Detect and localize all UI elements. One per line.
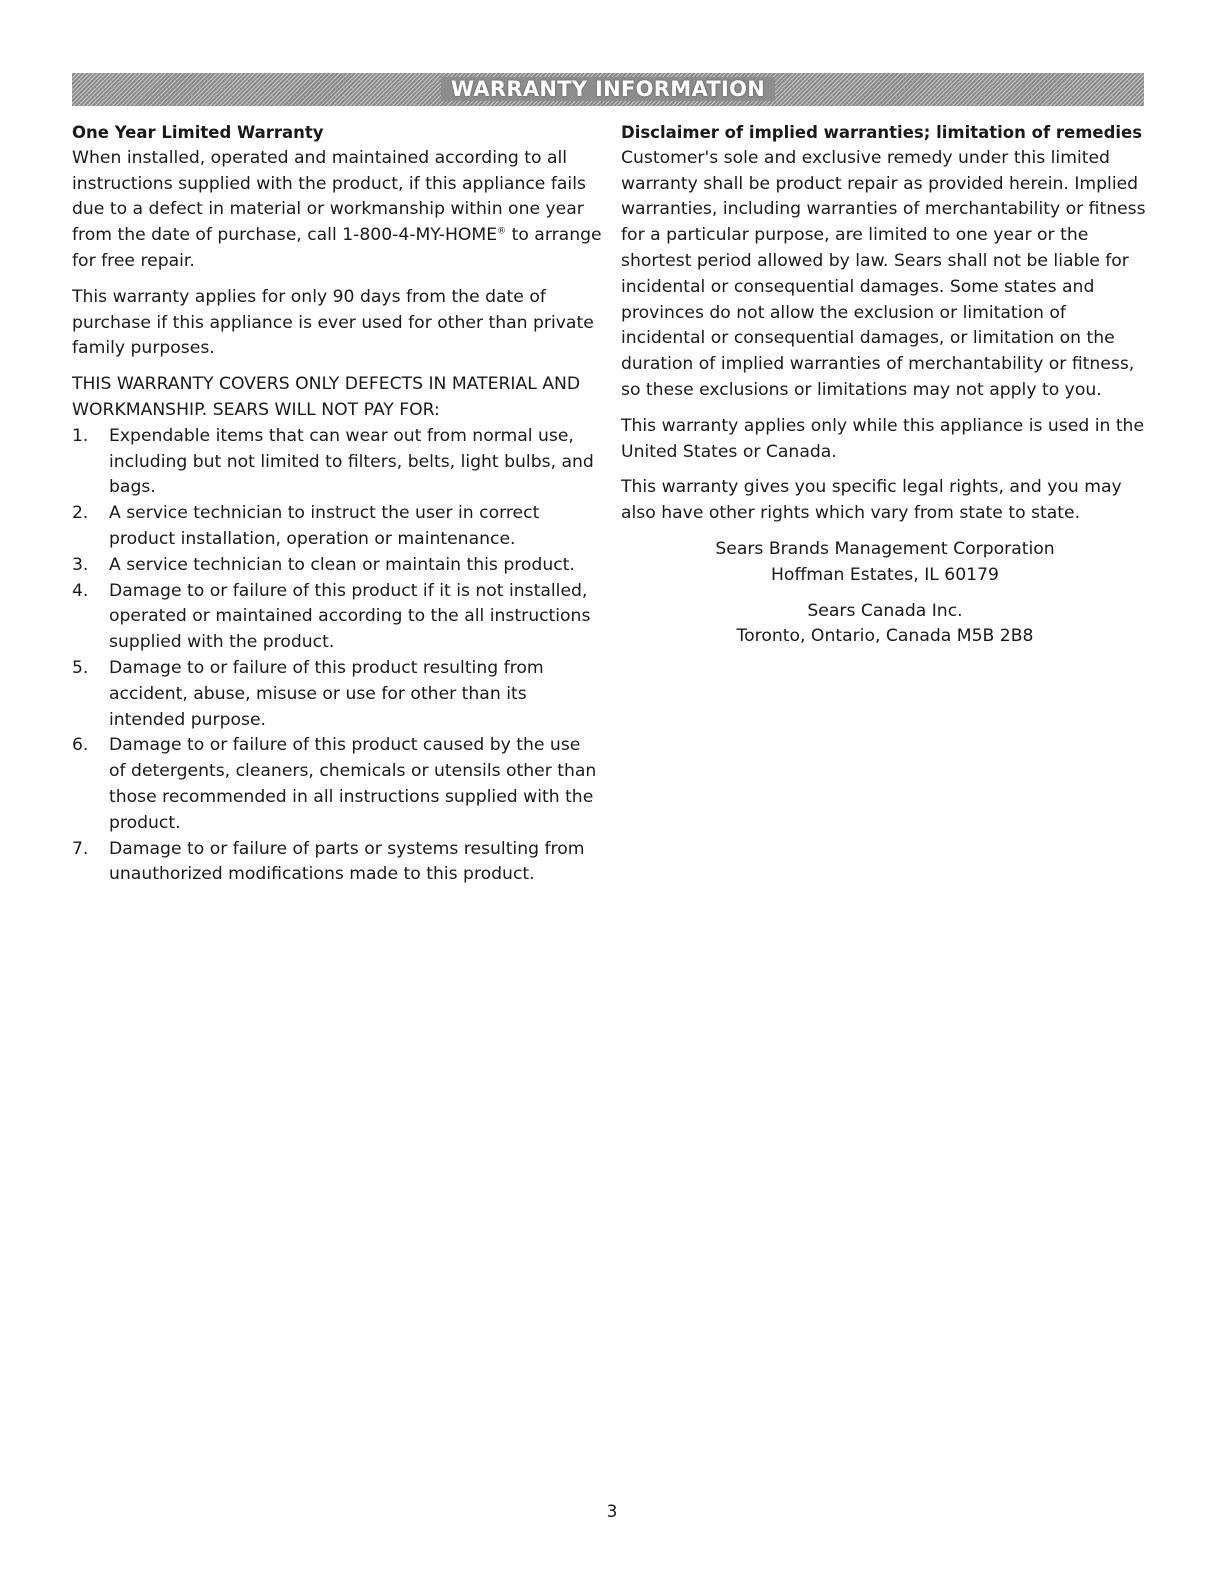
address-line: Sears Canada Inc.	[807, 600, 963, 621]
list-item	[72, 553, 602, 579]
list-item-number: 7.	[72, 838, 89, 859]
warranty-paragraph-2: This warranty applies for only 90 days from the date of purchase if this appliance is ever used for other than private family purposes.	[72, 286, 594, 359]
address-line: Sears Brands Management Corporation	[715, 538, 1055, 559]
exclusions-list	[72, 424, 602, 888]
list-item-number: 1.	[72, 425, 89, 446]
section-title-text: WARRANTY INFORMATION	[441, 77, 775, 101]
address-line: Hoffman Estates, IL 60179	[771, 564, 999, 585]
list-item-text: A service technician to instruct the user in correct product installation, operation or maintenance.	[109, 503, 540, 549]
list-item	[72, 837, 602, 889]
list-item-text: Damage to or failure of parts or systems resulting from unauthorized modifications made to this product.	[109, 838, 585, 885]
list-item-number: 5.	[72, 657, 89, 678]
list-item-number: 4.	[72, 580, 89, 601]
warranty-paragraph-1-end: to arrange for free repair.	[72, 225, 602, 271]
list-item-text: Damage to or failure of this product resulting from accident, abuse, misuse or use for other than its intended purpose.	[109, 657, 544, 730]
registered-mark: ®	[497, 226, 507, 237]
list-item-number: 3.	[72, 554, 89, 575]
list-item	[72, 424, 602, 501]
address-sears-brands	[621, 537, 1149, 589]
list-item-text: Expendable items that can wear out from normal use, including but not limited to filters, belts, light bulbs, and bags.	[109, 425, 594, 498]
exclusions-intro: THIS WARRANTY COVERS ONLY DEFECTS IN MATERIAL AND WORKMANSHIP. SEARS WILL NOT PAY FOR:	[72, 374, 581, 420]
list-item	[72, 733, 602, 836]
address-sears-canada	[621, 599, 1149, 651]
section-banner	[72, 73, 1144, 106]
disclaimer-paragraph-2: This warranty applies only while this appliance is used in the United States or Canada.	[621, 415, 1145, 462]
list-item-text: Damage to or failure of this product caused by the use of detergents, cleaners, chemicals or utensils other than those recommended in all instructions supplied with the product.	[109, 735, 597, 833]
address-line: Toronto, Ontario, Canada M5B 2B8	[736, 626, 1034, 647]
disclaimer-paragraph-3: This warranty gives you specific legal rights, and you may also have other rights which vary from state to state.	[621, 477, 1122, 524]
list-item	[72, 656, 602, 733]
warranty-heading: One Year Limited Warranty	[72, 123, 324, 142]
left-column	[72, 120, 602, 888]
list-item-text: A service technician to clean or maintain this product.	[109, 554, 575, 575]
disclaimer-heading: Disclaimer of implied warranties; limitation of remedies	[621, 123, 1143, 142]
list-item	[72, 501, 602, 553]
page-number: 3	[606, 1502, 618, 1522]
right-column	[621, 120, 1149, 660]
list-item-text: Damage to or failure of this product if it is not installed, operated or maintained according to the all instructions supplied with the product.	[109, 580, 591, 653]
section-title	[72, 73, 1144, 106]
warranty-paragraph-1	[72, 146, 602, 275]
list-item	[72, 579, 602, 656]
warranty-paragraph-1-text: When installed, operated and maintained according to all instructions supplied with the product, if this appliance fails due to a defect in material or workmanship within one year from the date of purchase, call 1-800-4-MY-HOME	[72, 147, 586, 246]
list-item-number: 6.	[72, 735, 89, 756]
list-item-number: 2.	[72, 503, 89, 524]
disclaimer-paragraph-1: Customer's sole and exclusive remedy under this limited warranty shall be product repair as provided herein. Implied warranties, including warranties of merchantability or fitness for a particular purpose, are limited to one year or the shortest period allowed by law. Sears shall not be liable for incidental or consequential damages. Some states and provinces do not allow the exclusion or limitation of incidental or consequential damages, or limitation on the duration of implied warranties of merchantability or fitness, so these exclusions or limitations may not apply to you.	[621, 147, 1146, 400]
